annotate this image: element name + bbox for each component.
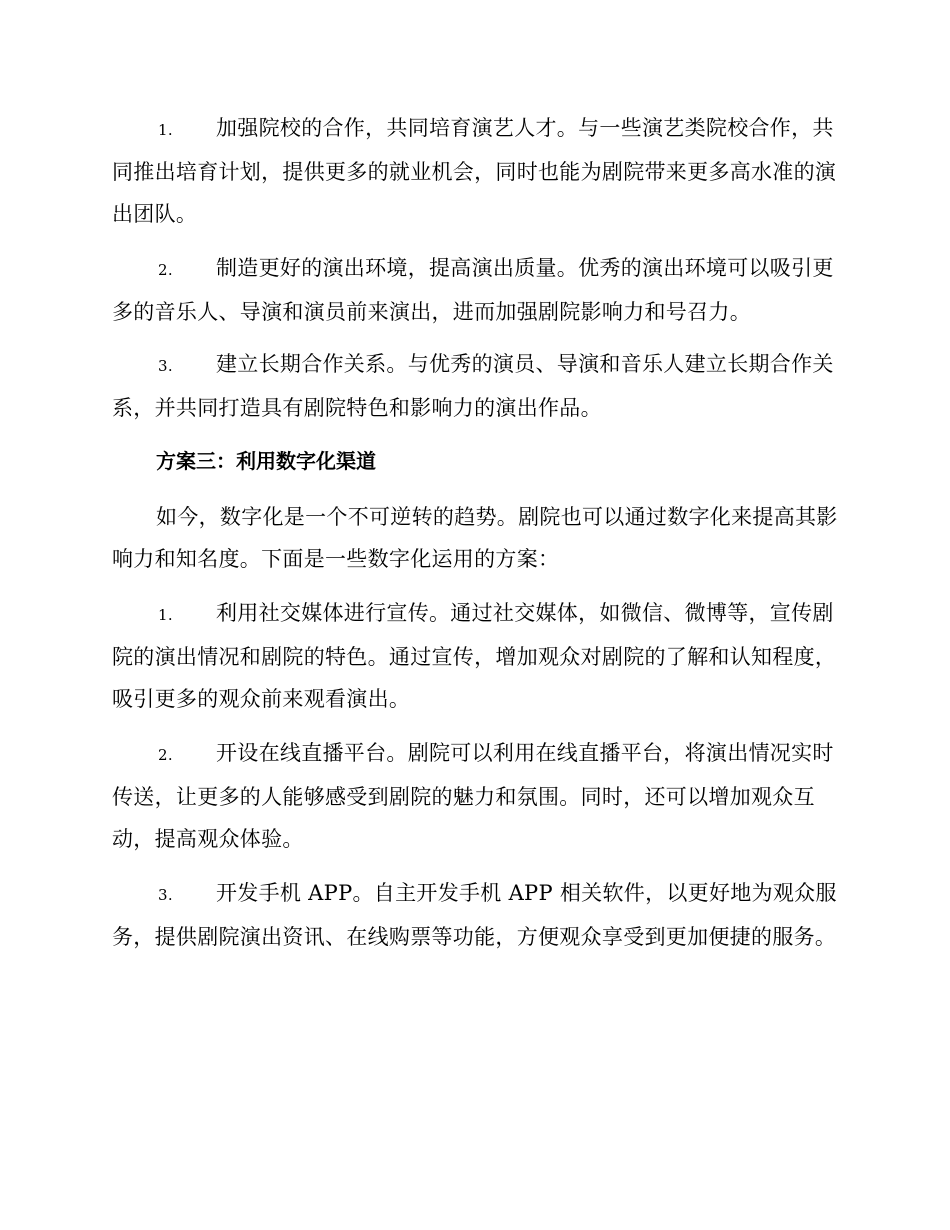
list-item-text: 开设在线直播平台。剧院可以利用在线直播平台，将演出情况实时传送，让更多的人能够感受到剧院的魅力和氛围。同时，还可以增加观众互动，提高观众体验。 [112,741,834,851]
list-item-text: 利用社交媒体进行宣传。通过社交媒体，如微信、微博等，宣传剧院的演出情况和剧院的特色。通过宣传，增加观众对剧院的了解和认知程度，吸引更多的观众前来观看演出。 [112,601,837,711]
list-item [112,592,840,720]
list-item [112,872,840,958]
list-number: 1. [158,606,173,624]
list-item-text: 制造更好的演出环境，提高演出质量。优秀的演出环境可以吸引更多的音乐人、导演和演员前来演出，进而加强剧院影响力和号召力。 [112,256,834,324]
list-item [112,343,840,429]
list-item-text: 开发手机 APP。自主开发手机 APP 相关软件，以更好地为观众服务，提供剧院演出资讯、在线购票等功能，方便观众享受到更加便捷的服务。 [112,881,837,949]
list-item-text: 加强院校的合作，共同培育演艺人才。与一些演艺类院校合作，共同推出培育计划，提供更多的就业机会，同时也能为剧院带来更多高水准的演出团队。 [112,116,837,226]
list-number: 2. [158,261,173,279]
list-number: 2. [158,746,173,764]
section-heading: 方案三：利用数字化渠道 [156,449,376,473]
list-number: 1. [158,121,173,139]
intro-paragraph: 如今，数字化是一个不可逆转的趋势。剧院也可以通过数字化来提高其影响力和知名度。下面是一些数字化运用的方案： [112,505,838,571]
list-number: 3. [158,357,173,375]
list-item [112,107,840,235]
list-item [112,247,840,333]
list-number: 3. [158,886,173,904]
list-item-text: 建立长期合作关系。与优秀的演员、导演和音乐人建立长期合作关系，并共同打造具有剧院特色和影响力的演出作品。 [112,352,834,420]
list-item [112,732,840,860]
